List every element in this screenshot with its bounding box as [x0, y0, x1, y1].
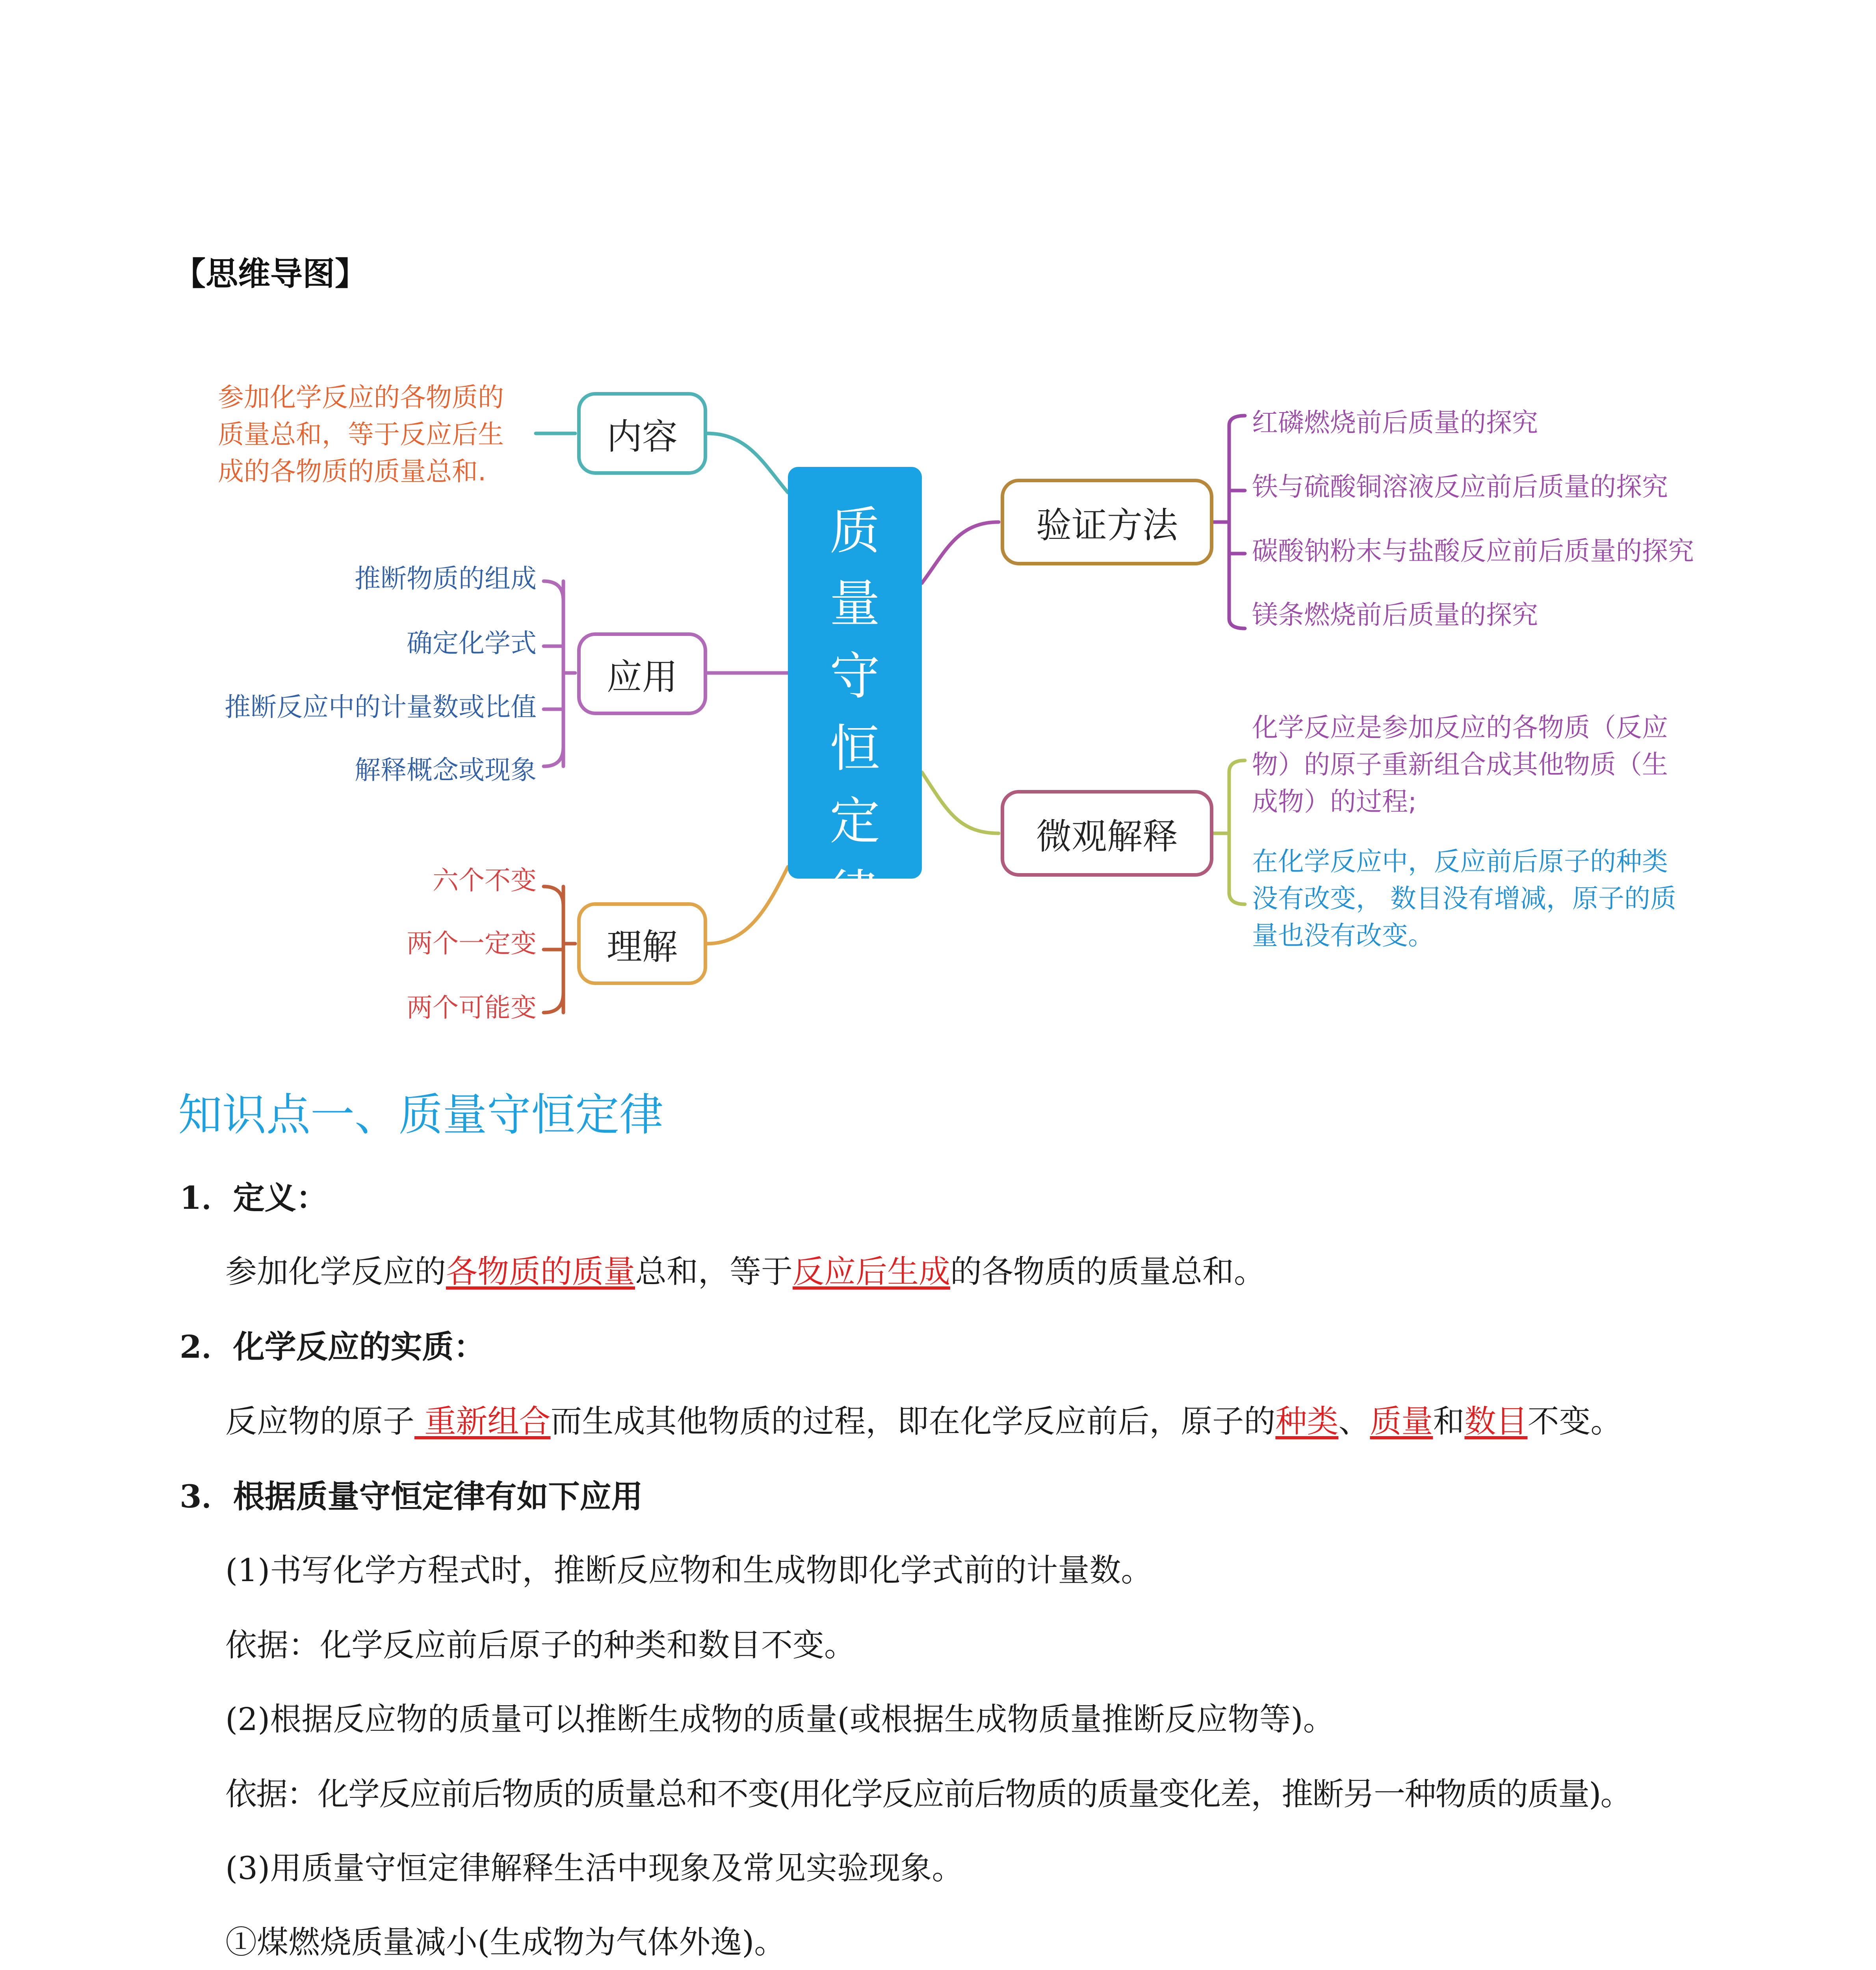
answer-blank: 重新组合 [414, 1403, 551, 1440]
item3-line: (1)书写化学方程式时，推断反应物和生成物即化学式前的计量数。 [225, 1552, 1153, 1589]
mindmap-section-heading: 【思维导图】 [173, 255, 368, 293]
knowledge-point-title: 知识点一、质量守恒定律 [178, 1089, 663, 1141]
text-run: 总和，等于 [635, 1253, 793, 1290]
center-char: 量 [829, 574, 880, 633]
content-text-line: 质量总和，等于反应后生 [218, 419, 504, 450]
item3-line: 依据：化学反应前后原子的种类和数目不变。 [225, 1627, 856, 1663]
bracket-verification [1213, 416, 1245, 628]
answer-blank: 数目 [1464, 1403, 1528, 1440]
center-char: 质 [829, 502, 880, 561]
connector-content [707, 433, 788, 492]
item2-essence [225, 1403, 1622, 1440]
micro-text-line: 没有改变， 数目没有增减，原子的质 [1252, 883, 1676, 914]
answer-blank: 种类 [1275, 1403, 1339, 1440]
micro-text-line: 在化学反应中，反应前后原子的种类 [1252, 846, 1668, 877]
item3-heading [180, 1478, 643, 1515]
understanding-item: 六个不变 [433, 865, 537, 896]
item2-heading-text: 化学反应的实质： [233, 1328, 485, 1365]
center-char: 守 [829, 647, 880, 706]
node-micro: 微观解释 [1001, 790, 1213, 877]
item3-line: (3)用质量守恒定律解释生活中现象及常见实验现象。 [225, 1850, 964, 1886]
micro-text-line: 物）的原子重新组合成其他物质（生 [1252, 749, 1668, 780]
micro-text-line: 化学反应是参加反应的各物质（反应 [1252, 712, 1668, 743]
connector-micro [922, 772, 999, 833]
verification-item: 铁与硫酸铜溶液反应前后质量的探究 [1252, 472, 1668, 502]
application-item: 推断反应中的计量数或比值 [225, 692, 537, 722]
micro-text-line: 成物）的过程; [1252, 786, 1417, 817]
node-understanding: 理解 [577, 902, 707, 985]
item3-line: ①煤燃烧质量减小(生成物为气体外逸)。 [225, 1924, 786, 1961]
text-run: 不变。 [1527, 1403, 1622, 1440]
verification-item: 红磷燃烧前后质量的探究 [1252, 407, 1538, 438]
center-node-law [788, 467, 922, 923]
center-char: 恒 [829, 719, 880, 778]
item1-number: 1． [180, 1179, 233, 1216]
item3-heading-text: 根据质量守恒定律有如下应用 [233, 1478, 643, 1515]
item3-line: 依据：化学反应前后物质的质量总和不变(用化学反应前后物质的质量变化差，推断另一种物质的质量)。 [225, 1776, 1631, 1812]
answer-blank: 各物质的质量 [446, 1253, 635, 1290]
text-run: 和 [1433, 1403, 1465, 1440]
understanding-item: 两个可能变 [407, 992, 537, 1023]
text-run: 、 [1338, 1403, 1370, 1440]
connector-verification [922, 522, 999, 583]
content-description [218, 379, 504, 490]
answer-blank: 质量 [1370, 1403, 1433, 1440]
micro-text-line: 量也没有改变。 [1252, 920, 1434, 951]
item2-number: 2． [180, 1328, 233, 1365]
center-char: 定 [829, 792, 880, 851]
item3-number: 3． [180, 1478, 233, 1515]
answer-blank: 反应后生成 [793, 1253, 950, 1290]
text-run: 而生成其他物质的过程，即在化学反应前后，原子的 [550, 1403, 1276, 1440]
node-application: 应用 [577, 632, 707, 715]
application-item: 确定化学式 [407, 628, 537, 658]
bracket-micro [1213, 760, 1245, 904]
text-run: 反应物的原子 [225, 1403, 414, 1440]
bracket-application [544, 581, 575, 766]
item2-heading [180, 1328, 485, 1366]
application-item: 解释概念或现象 [355, 755, 537, 785]
text-run: 参加化学反应的 [225, 1253, 446, 1290]
item1-heading-text: 定义： [233, 1179, 328, 1216]
content-text-line: 参加化学反应的各物质的 [218, 382, 504, 413]
text-run: 的各物质的质量总和。 [950, 1253, 1265, 1290]
node-verification: 验证方法 [1001, 479, 1213, 565]
node-content: 内容 [577, 392, 707, 475]
verification-item: 碳酸钠粉末与盐酸反应前后质量的探究 [1252, 536, 1694, 566]
connector-understanding [707, 867, 788, 944]
item1-heading [180, 1179, 328, 1217]
content-text-line: 成的各物质的质量总和. [218, 456, 486, 487]
verification-item: 镁条燃烧前后质量的探究 [1252, 600, 1538, 630]
item1-definition [225, 1253, 1265, 1291]
application-item: 推断物质的组成 [355, 563, 537, 594]
micro-explanation-2 [1252, 843, 1676, 954]
understanding-item: 两个一定变 [407, 928, 537, 959]
micro-explanation-1 [1252, 709, 1668, 820]
item3-line: (2)根据反应物的质量可以推断生成物的质量(或根据生成物质量推断反应物等)。 [225, 1701, 1335, 1738]
center-char: 律 [829, 864, 880, 923]
bracket-understanding [544, 886, 575, 1013]
